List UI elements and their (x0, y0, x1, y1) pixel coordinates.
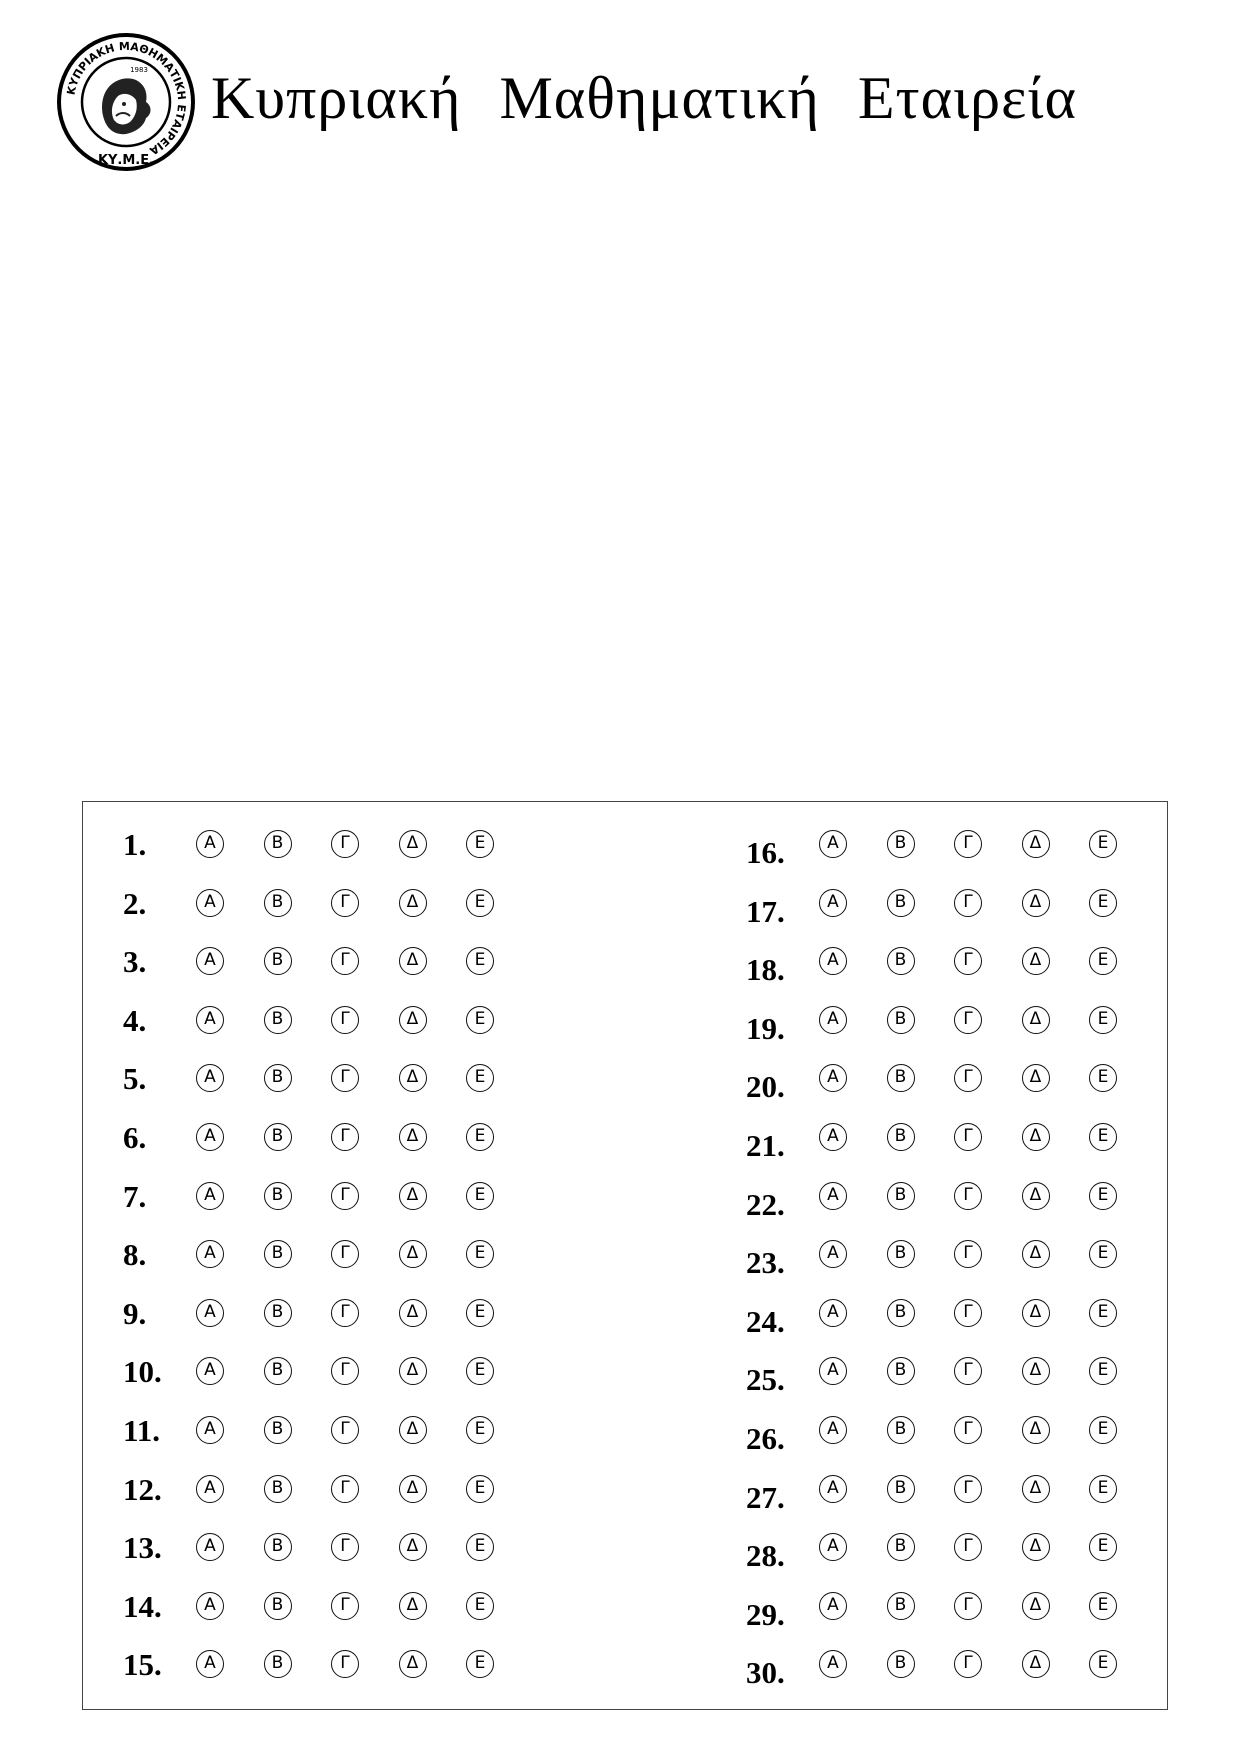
answer-sheet (82, 801, 1168, 1710)
question-row (83, 884, 1163, 929)
answer-bubble[interactable]: B (264, 1650, 292, 1678)
question-number: 1. (123, 827, 147, 862)
answer-bubble[interactable]: A (819, 889, 847, 917)
answer-bubble[interactable]: Γ (331, 1123, 359, 1151)
answer-bubble[interactable]: A (819, 1416, 847, 1444)
answer-bubble[interactable]: A (196, 1533, 224, 1561)
question-number: 26. (746, 1421, 785, 1456)
answer-bubble[interactable]: B (887, 1533, 915, 1561)
svg-text:ΚΥ.Μ.Ε.: ΚΥ.Μ.Ε. (97, 153, 155, 168)
question-number: 24. (746, 1303, 785, 1339)
answer-bubble[interactable]: A (196, 1592, 224, 1620)
answer-bubble[interactable]: B (887, 1357, 915, 1385)
question-row (83, 1645, 1163, 1691)
answer-bubble[interactable]: Δ (399, 889, 427, 917)
answer-bubble[interactable]: E (1089, 1240, 1117, 1268)
svg-text:ΚΥΠΡΙΑΚΗ ΜΑΘΗΜΑΤΙΚΗ ΕΤΑΙΡΕΙΑ: ΚΥΠΡΙΑΚΗ ΜΑΘΗΜΑΤΙΚΗ ΕΤΑΙΡΕΙΑ (64, 39, 189, 158)
answer-bubble[interactable]: Γ (331, 1650, 359, 1678)
question-number: 17. (746, 893, 785, 929)
answer-bubble[interactable]: Γ (331, 1533, 359, 1561)
svg-text:1983: 1983 (130, 66, 148, 74)
answer-bubble[interactable]: B (264, 1416, 292, 1444)
answer-bubble[interactable]: Δ (1022, 1064, 1050, 1092)
answer-bubble[interactable]: Γ (954, 1650, 982, 1678)
answer-bubble[interactable]: Γ (331, 830, 359, 858)
answer-bubble[interactable]: Δ (399, 947, 427, 975)
answer-bubble[interactable]: A (196, 889, 224, 917)
answer-bubble[interactable]: E (466, 1592, 494, 1620)
answer-bubble[interactable]: E (466, 830, 494, 858)
answer-bubble[interactable]: B (264, 1006, 292, 1034)
kyme-logo (56, 32, 196, 172)
answer-bubble[interactable]: Γ (331, 1240, 359, 1268)
answer-bubble[interactable]: E (1089, 1475, 1117, 1503)
answer-bubble[interactable]: Γ (331, 1299, 359, 1327)
answer-bubble[interactable]: A (819, 830, 847, 858)
answer-bubble[interactable]: Δ (1022, 1299, 1050, 1327)
answer-bubble[interactable]: Δ (1022, 889, 1050, 917)
answer-bubble[interactable]: Δ (399, 1416, 427, 1444)
answer-bubble[interactable]: B (887, 1592, 915, 1620)
answer-bubble[interactable]: Δ (1022, 1650, 1050, 1678)
answer-bubble[interactable]: A (819, 1064, 847, 1092)
answer-bubble[interactable]: Γ (954, 1123, 982, 1151)
answer-bubble[interactable]: Γ (954, 1240, 982, 1268)
question-number: 5. (123, 1061, 147, 1097)
answer-bubble[interactable]: A (819, 947, 847, 975)
answer-bubble[interactable]: E (1089, 830, 1117, 858)
answer-bubble[interactable]: A (819, 1299, 847, 1327)
answer-bubble[interactable]: E (1089, 889, 1117, 917)
answer-bubble[interactable]: A (196, 1182, 224, 1210)
answer-bubble[interactable]: B (887, 1416, 915, 1444)
answer-bubble[interactable]: Δ (1022, 1182, 1050, 1210)
answer-bubble[interactable]: A (196, 830, 224, 858)
answer-bubble[interactable]: E (1089, 1006, 1117, 1034)
answer-bubble[interactable]: B (887, 1650, 915, 1678)
answer-bubble[interactable]: Γ (954, 1182, 982, 1210)
answer-bubble[interactable]: B (264, 1240, 292, 1268)
answer-bubble[interactable]: A (196, 1240, 224, 1268)
answer-bubble[interactable]: E (1089, 1650, 1117, 1678)
answer-bubble[interactable]: B (264, 889, 292, 917)
question-number: 12. (123, 1471, 162, 1507)
question-number: 6. (123, 1120, 147, 1155)
answer-bubble[interactable]: Γ (954, 1592, 982, 1620)
answer-bubble[interactable]: Δ (1022, 1416, 1050, 1444)
answer-bubble[interactable]: E (1089, 1357, 1117, 1385)
answer-bubble[interactable]: Γ (331, 1064, 359, 1092)
question-number: 8. (123, 1237, 147, 1273)
answer-bubble[interactable]: Γ (331, 1006, 359, 1034)
question-number: 18. (746, 952, 785, 988)
answer-bubble[interactable]: A (196, 1299, 224, 1327)
answer-bubble[interactable]: B (264, 1533, 292, 1561)
question-number: 30. (746, 1655, 785, 1691)
question-row (83, 1528, 1163, 1574)
answer-bubble[interactable]: B (264, 1299, 292, 1327)
answer-bubble[interactable]: Δ (399, 1240, 427, 1268)
question-number: 3. (123, 944, 147, 980)
answer-bubble[interactable]: Γ (331, 1182, 359, 1210)
answer-bubble[interactable]: Δ (1022, 1475, 1050, 1503)
answer-bubble[interactable]: B (887, 1123, 915, 1151)
answer-bubble[interactable]: A (196, 1123, 224, 1151)
answer-bubble[interactable]: Δ (399, 1475, 427, 1503)
answer-bubble[interactable]: B (887, 1299, 915, 1327)
answer-bubble[interactable]: Δ (1022, 1533, 1050, 1561)
answer-bubble[interactable]: B (264, 1475, 292, 1503)
answer-bubble[interactable]: E (466, 1299, 494, 1327)
answer-bubble[interactable]: E (466, 1006, 494, 1034)
answer-bubble[interactable]: A (819, 1533, 847, 1561)
answer-bubble[interactable]: E (466, 1475, 494, 1503)
answer-bubble[interactable]: B (887, 1006, 915, 1034)
question-row (83, 1059, 1163, 1105)
answer-bubble[interactable]: B (887, 1240, 915, 1268)
question-number: 4. (123, 1002, 147, 1038)
answer-bubble[interactable]: Γ (331, 889, 359, 917)
answer-bubble[interactable]: A (196, 1064, 224, 1092)
answer-bubble[interactable]: A (819, 1006, 847, 1034)
answer-bubble[interactable]: E (1089, 1592, 1117, 1620)
answer-bubble[interactable]: E (1089, 1123, 1117, 1151)
answer-bubble[interactable]: E (1089, 1182, 1117, 1210)
answer-bubble[interactable]: Γ (954, 947, 982, 975)
answer-bubble[interactable]: E (1089, 1064, 1117, 1092)
answer-bubble[interactable]: B (887, 1064, 915, 1092)
answer-bubble[interactable]: B (887, 947, 915, 975)
question-number: 27. (746, 1479, 785, 1515)
answer-bubble[interactable]: Γ (954, 1357, 982, 1385)
answer-bubble[interactable]: Δ (399, 1064, 427, 1092)
answer-bubble[interactable]: Δ (399, 1182, 427, 1210)
answer-bubble[interactable]: Δ (399, 1650, 427, 1678)
answer-bubble[interactable]: Δ (399, 1299, 427, 1327)
answer-bubble[interactable]: A (196, 947, 224, 975)
question-row (83, 1411, 1163, 1456)
answer-bubble[interactable]: Δ (1022, 1123, 1050, 1151)
society-title: Κυπριακή Μαθηματική Εταιρεία (211, 65, 1077, 131)
question-number: 11. (123, 1413, 161, 1448)
question-number: 20. (746, 1069, 785, 1105)
answer-bubble[interactable]: Γ (954, 1299, 982, 1327)
answer-bubble[interactable]: B (264, 1357, 292, 1385)
question-row (83, 1177, 1163, 1222)
question-row (83, 942, 1163, 988)
answer-bubble[interactable]: Δ (1022, 947, 1050, 975)
answer-bubble[interactable]: A (819, 1592, 847, 1620)
answer-bubble[interactable]: E (466, 947, 494, 975)
question-number: 19. (746, 1010, 785, 1046)
answer-bubble[interactable]: Γ (954, 830, 982, 858)
question-number: 15. (123, 1647, 162, 1683)
answer-bubble[interactable]: E (466, 1123, 494, 1151)
answer-bubble[interactable]: E (1089, 1299, 1117, 1327)
answer-bubble[interactable]: E (1089, 1416, 1117, 1444)
answer-bubble[interactable]: E (466, 1064, 494, 1092)
answer-bubble[interactable]: Γ (331, 1592, 359, 1620)
question-row (83, 1118, 1163, 1163)
answer-bubble[interactable]: E (466, 889, 494, 917)
question-row (83, 825, 1163, 870)
question-row (83, 1001, 1163, 1046)
question-number: 25. (746, 1362, 785, 1398)
answer-bubble[interactable]: A (819, 1182, 847, 1210)
answer-bubble[interactable]: B (264, 1123, 292, 1151)
answer-bubble[interactable]: Δ (1022, 1357, 1050, 1385)
question-row (83, 1470, 1163, 1515)
answer-bubble[interactable]: Γ (954, 1064, 982, 1092)
answer-bubble[interactable]: Δ (399, 1006, 427, 1034)
answer-bubble[interactable]: Δ (399, 1357, 427, 1385)
answer-bubble[interactable]: B (887, 1182, 915, 1210)
answer-bubble[interactable]: Δ (1022, 1006, 1050, 1034)
question-number: 29. (746, 1596, 785, 1632)
answer-bubble[interactable]: E (466, 1182, 494, 1210)
answer-bubble[interactable]: Δ (1022, 1240, 1050, 1268)
answer-bubble[interactable]: A (196, 1416, 224, 1444)
answer-bubble[interactable]: A (819, 1650, 847, 1678)
answer-bubble[interactable]: A (819, 1357, 847, 1385)
question-number: 9. (123, 1295, 147, 1331)
question-row (83, 1294, 1163, 1339)
answer-bubble[interactable]: B (264, 1182, 292, 1210)
question-row (83, 1235, 1163, 1281)
answer-bubble[interactable]: Γ (954, 1006, 982, 1034)
question-number: 10. (123, 1354, 162, 1390)
answer-bubble[interactable]: Γ (954, 1416, 982, 1444)
question-number: 28. (746, 1538, 785, 1574)
answer-bubble[interactable]: A (819, 1123, 847, 1151)
answer-bubble[interactable]: E (466, 1240, 494, 1268)
question-number: 14. (123, 1588, 162, 1624)
question-number: 13. (123, 1530, 162, 1566)
answer-bubble[interactable]: E (466, 1416, 494, 1444)
answer-bubble[interactable]: B (264, 830, 292, 858)
answer-bubble[interactable]: B (264, 947, 292, 975)
question-number: 16. (746, 835, 785, 870)
header (56, 32, 1186, 172)
answer-bubble[interactable]: E (466, 1650, 494, 1678)
answer-bubble[interactable]: Γ (331, 947, 359, 975)
answer-bubble[interactable]: Γ (954, 1475, 982, 1503)
question-number: 21. (746, 1128, 785, 1163)
answer-bubble[interactable]: Δ (1022, 1592, 1050, 1620)
question-number: 22. (746, 1186, 785, 1222)
answer-bubble[interactable]: E (1089, 1533, 1117, 1561)
answer-bubble[interactable]: Γ (954, 889, 982, 917)
answer-bubble[interactable]: A (196, 1650, 224, 1678)
answer-bubble[interactable]: Δ (399, 1123, 427, 1151)
answer-bubble[interactable]: Δ (1022, 830, 1050, 858)
answer-bubble[interactable]: A (196, 1475, 224, 1503)
answer-bubble[interactable]: B (887, 1475, 915, 1503)
answer-bubble[interactable]: Γ (954, 1533, 982, 1561)
answer-bubble[interactable]: A (196, 1357, 224, 1385)
answer-bubble[interactable]: B (264, 1064, 292, 1092)
answer-bubble[interactable]: Δ (399, 1533, 427, 1561)
question-number: 7. (123, 1178, 147, 1214)
answer-bubble[interactable]: E (1089, 947, 1117, 975)
answer-bubble[interactable]: A (819, 1240, 847, 1268)
answer-bubble[interactable]: B (887, 830, 915, 858)
answer-bubble[interactable]: E (466, 1357, 494, 1385)
answer-bubble[interactable]: Γ (331, 1357, 359, 1385)
question-row (83, 1352, 1163, 1398)
answer-bubble[interactable]: E (466, 1533, 494, 1561)
question-row (83, 1587, 1163, 1632)
answer-bubble[interactable]: Δ (399, 1592, 427, 1620)
question-number: 23. (746, 1245, 785, 1281)
answer-bubble[interactable]: A (819, 1475, 847, 1503)
answer-bubble[interactable]: Γ (331, 1416, 359, 1444)
question-number: 2. (123, 885, 147, 921)
answer-bubble[interactable]: A (196, 1006, 224, 1034)
answer-bubble[interactable]: Δ (399, 830, 427, 858)
answer-bubble[interactable]: B (887, 889, 915, 917)
answer-bubble[interactable]: Γ (331, 1475, 359, 1503)
answer-bubble[interactable]: B (264, 1592, 292, 1620)
